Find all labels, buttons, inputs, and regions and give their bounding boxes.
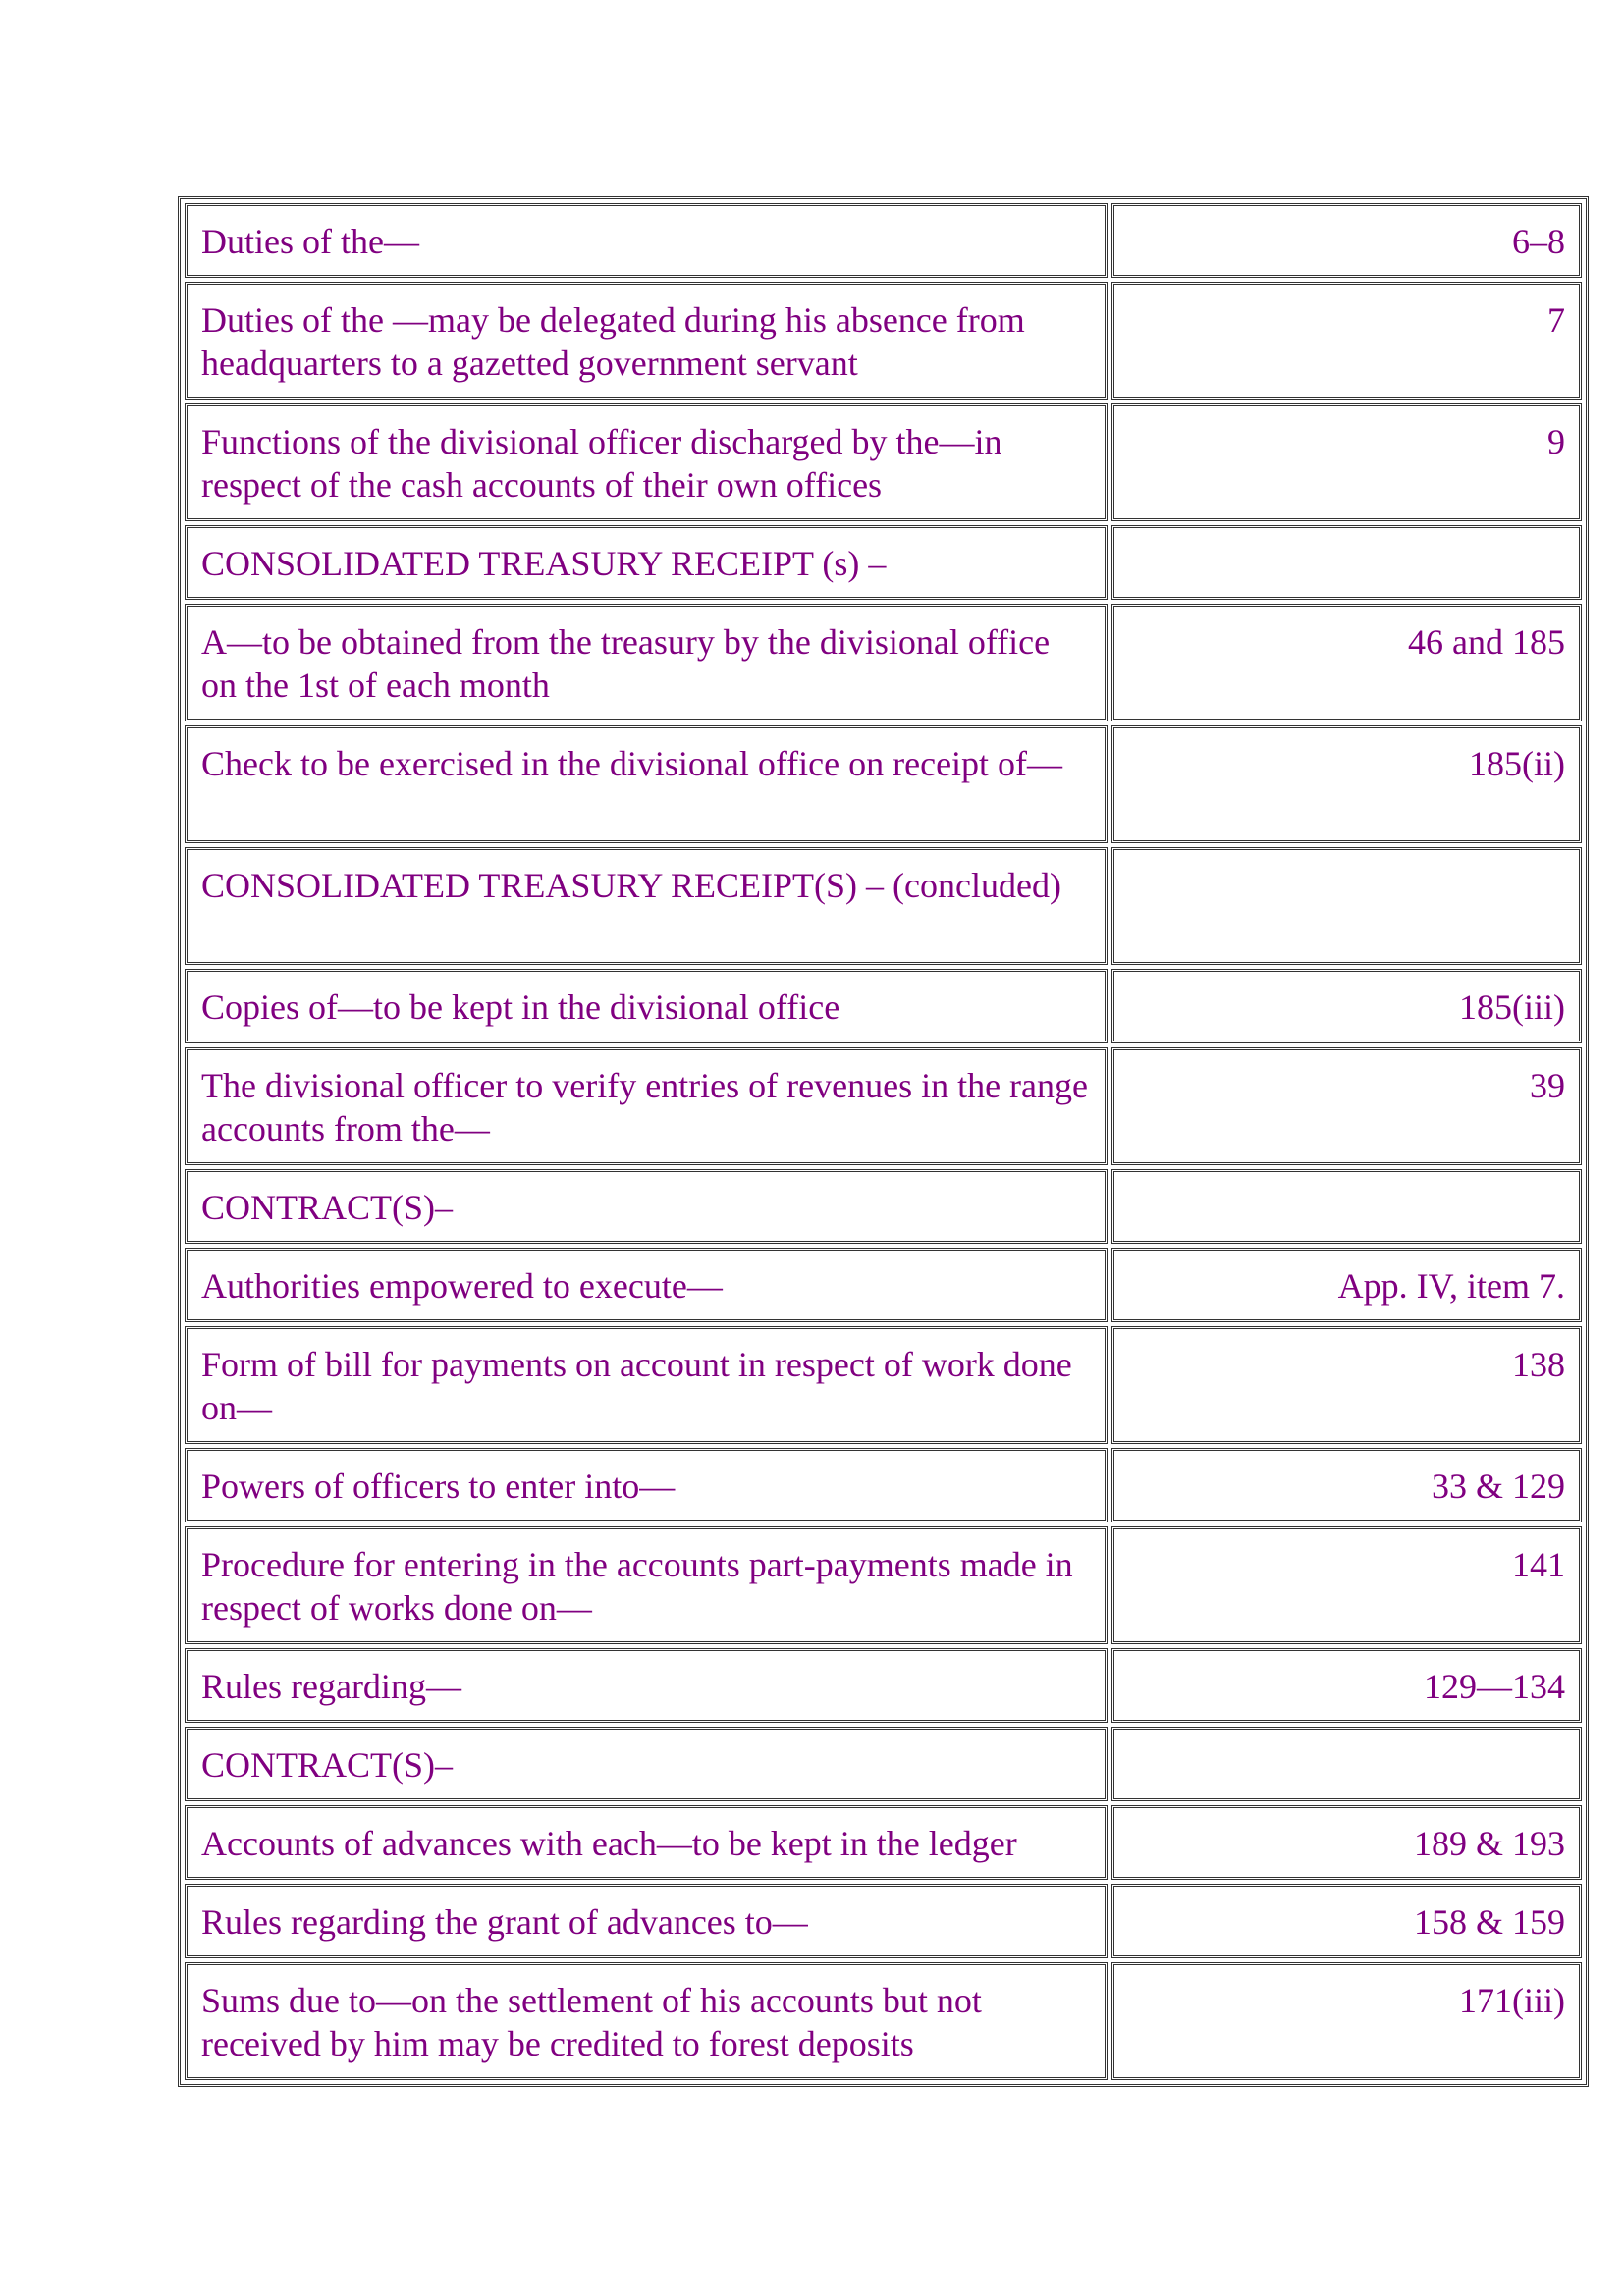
index-table [178, 196, 1589, 2087]
index-entry-reference: 141 [1111, 1526, 1582, 1644]
index-entry-reference: 171(iii) [1111, 1962, 1582, 2080]
index-entry-reference: 9 [1111, 403, 1582, 521]
index-entry-description: Rules regarding— [185, 1648, 1108, 1723]
table-row [185, 725, 1582, 843]
index-entry-reference: 33 & 129 [1111, 1448, 1582, 1522]
index-entry-description: Functions of the divisional officer discharged by the—in respect of the cash accounts of their own offices [185, 403, 1108, 521]
table-row [185, 1448, 1582, 1522]
table-row [185, 1727, 1582, 1801]
table-row [185, 282, 1582, 400]
index-entry-description: Duties of the —may be delegated during his absence from headquarters to a gazetted government servant [185, 282, 1108, 400]
table-row [185, 1047, 1582, 1165]
table-row [185, 847, 1582, 965]
table-row [185, 525, 1582, 600]
index-entry-reference: 189 & 193 [1111, 1805, 1582, 1880]
index-entry-reference [1111, 1727, 1582, 1801]
section-heading: CONTRACT(S)– [185, 1169, 1108, 1244]
index-entry-description: The divisional officer to verify entries of revenues in the range accounts from the— [185, 1047, 1108, 1165]
table-row [185, 604, 1582, 721]
table-row [185, 1805, 1582, 1880]
index-entry-reference: 46 and 185 [1111, 604, 1582, 721]
index-entry-description: Procedure for entering in the accounts part-payments made in respect of works done on— [185, 1526, 1108, 1644]
index-entry-description: A—to be obtained from the treasury by the divisional office on the 1st of each month [185, 604, 1108, 721]
index-entry-description: Duties of the— [185, 203, 1108, 278]
index-entry-reference [1111, 847, 1582, 965]
index-entry-reference: 7 [1111, 282, 1582, 400]
index-entry-description: Authorities empowered to execute— [185, 1248, 1108, 1322]
index-entry-description: Powers of officers to enter into— [185, 1448, 1108, 1522]
index-entry-description: Rules regarding the grant of advances to— [185, 1884, 1108, 1958]
table-row [185, 1248, 1582, 1322]
table-row [185, 403, 1582, 521]
index-entry-reference [1111, 525, 1582, 600]
index-entry-description: Check to be exercised in the divisional office on receipt of— [185, 725, 1108, 843]
index-entry-reference: 185(iii) [1111, 969, 1582, 1043]
table-row [185, 203, 1582, 278]
table-row [185, 969, 1582, 1043]
index-entry-reference: 129—134 [1111, 1648, 1582, 1723]
index-entry-description: Copies of—to be kept in the divisional office [185, 969, 1108, 1043]
index-entry-reference: App. IV, item 7. [1111, 1248, 1582, 1322]
section-heading: CONSOLIDATED TREASURY RECEIPT(S) – (concluded) [185, 847, 1108, 965]
table-row [185, 1648, 1582, 1723]
section-heading: CONSOLIDATED TREASURY RECEIPT (s) – [185, 525, 1108, 600]
section-heading: CONTRACT(S)– [185, 1727, 1108, 1801]
table-row [185, 1962, 1582, 2080]
index-entry-reference: 6–8 [1111, 203, 1582, 278]
index-entry-reference: 138 [1111, 1326, 1582, 1444]
table-row [185, 1884, 1582, 1958]
index-entry-reference: 158 & 159 [1111, 1884, 1582, 1958]
index-entry-description: Form of bill for payments on account in respect of work done on— [185, 1326, 1108, 1444]
index-entry-description: Accounts of advances with each—to be kept in the ledger [185, 1805, 1108, 1880]
index-entry-reference: 185(ii) [1111, 725, 1582, 843]
table-row [185, 1169, 1582, 1244]
index-entry-reference [1111, 1169, 1582, 1244]
index-entry-reference: 39 [1111, 1047, 1582, 1165]
table-row [185, 1326, 1582, 1444]
index-entry-description: Sums due to—on the settlement of his accounts but not received by him may be credited to forest deposits [185, 1962, 1108, 2080]
table-row [185, 1526, 1582, 1644]
